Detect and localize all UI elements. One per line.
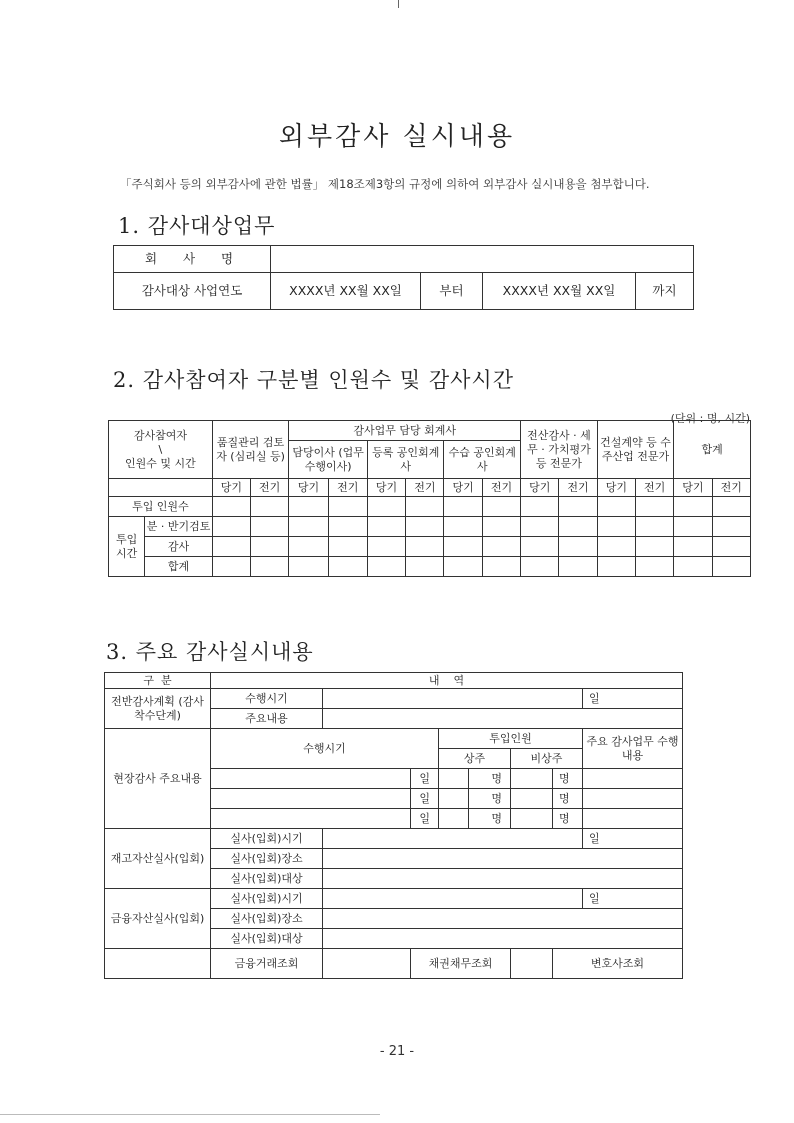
resident-header: 상주	[439, 749, 511, 769]
corner-blank	[109, 479, 213, 497]
fieldwork-day-label: 일	[411, 769, 439, 789]
fieldwork-person-label: 명	[469, 769, 511, 789]
to-label: 까지	[636, 273, 694, 310]
current-label: 당기	[444, 479, 482, 497]
fieldwork-label: 현장감사 주요내용	[105, 729, 211, 829]
corner-header-slash: \	[158, 442, 163, 456]
current-label: 당기	[674, 479, 712, 497]
sum-row-label: 합계	[145, 557, 213, 577]
fin-timing-label: 실사(입회)시기	[211, 889, 323, 909]
audit-target-table	[113, 245, 694, 310]
fieldwork-timing-header: 수행시기	[211, 729, 439, 769]
total-header: 합계	[674, 421, 751, 479]
fin-day-label: 일	[583, 889, 683, 909]
inventory-place-label: 실사(입회)장소	[211, 849, 323, 869]
section3-heading: 3. 주요 감사실시내용	[106, 640, 314, 664]
fieldwork-person-label: 명	[469, 789, 511, 809]
corner-header-top: 감사참여자	[133, 428, 187, 442]
current-label: 당기	[367, 479, 405, 497]
headcount-row-label: 투입 인원수	[109, 497, 213, 517]
fin-assets-label: 금융자산실사(입회)	[105, 889, 211, 949]
section1-heading: 1. 감사대상업무	[118, 214, 276, 238]
current-label: 당기	[289, 479, 328, 497]
fieldwork-day-label: 일	[411, 809, 439, 829]
it-specialist-header: 전산감사 · 세무 · 가치평가 등 전문가	[521, 421, 598, 479]
key-tasks-header: 주요 감사업무 수행내용	[583, 729, 683, 769]
hours-group-label: 투입 시간	[109, 517, 145, 577]
fieldwork-person-label: 명	[553, 809, 583, 829]
planning-timing-label: 수행시기	[211, 689, 323, 709]
fin-target-label: 실사(입회)대상	[211, 929, 323, 949]
period-end-date: XXXX년 XX월 XX일	[483, 273, 636, 310]
inventory-label: 재고자산실사(입회)	[105, 829, 211, 889]
lawyer-confirm-label: 변호사조회	[553, 949, 683, 979]
inventory-timing-label: 실사(입회)시기	[211, 829, 323, 849]
non-resident-header: 비상주	[511, 749, 583, 769]
company-name-value	[271, 246, 694, 273]
participants-hours-table	[108, 420, 751, 577]
engagement-group-header: 감사업무 담당 회계사	[289, 421, 521, 441]
period-start-date: XXXX년 XX월 XX일	[271, 273, 421, 310]
cpa-registered-header: 등록 공인회계사	[367, 441, 444, 479]
planning-label: 전반감사계획 (감사착수단계)	[105, 689, 211, 729]
current-label: 당기	[521, 479, 559, 497]
planning-content-value	[323, 709, 683, 729]
current-label: 당기	[597, 479, 635, 497]
section2-heading: 2. 감사참여자 구분별 인원수 및 감사시간	[113, 368, 514, 392]
previous-label: 전기	[712, 479, 750, 497]
quality-reviewer-header: 품질관리 검토자 (심리실 등)	[212, 421, 289, 479]
corner-header-bottom: 인원수 및 시간	[125, 456, 196, 470]
partner-header: 담당이사 (업무수행이사)	[289, 441, 368, 479]
from-label: 부터	[421, 273, 483, 310]
page-number: - 21 -	[379, 1044, 415, 1059]
audit-period-label: 감사대상 사업연도	[114, 273, 271, 310]
fieldwork-person-label: 명	[553, 789, 583, 809]
previous-label: 전기	[251, 479, 289, 497]
previous-label: 전기	[328, 479, 367, 497]
inventory-day-label: 일	[583, 829, 683, 849]
planning-day-label: 일	[583, 689, 683, 709]
top-crop-mark	[398, 0, 399, 8]
planning-content-label: 주요내용	[211, 709, 323, 729]
corner-header	[109, 421, 213, 479]
details-header: 내 역	[211, 673, 683, 689]
fin-place-label: 실사(입회)장소	[211, 909, 323, 929]
bottom-edge-line	[0, 1114, 380, 1115]
previous-label: 전기	[482, 479, 520, 497]
category-header: 구 분	[105, 673, 211, 689]
key-procedures-table	[104, 672, 683, 979]
unit-label: (단위 : 명, 시간)	[670, 412, 750, 425]
current-label: 당기	[212, 479, 250, 497]
previous-label: 전기	[406, 479, 444, 497]
company-name-label: 회 사 명	[114, 246, 271, 273]
previous-label: 전기	[559, 479, 597, 497]
quarter-review-row-label: 분 · 반기검토	[145, 517, 213, 537]
fieldwork-person-label: 명	[553, 769, 583, 789]
planning-timing-value	[323, 689, 583, 709]
audit-row-label: 감사	[145, 537, 213, 557]
previous-label: 전기	[635, 479, 673, 497]
construction-specialist-header: 건설계약 등 수주산업 전문가	[597, 421, 674, 479]
fieldwork-person-label: 명	[469, 809, 511, 829]
cpa-trainee-header: 수습 공인회계사	[444, 441, 521, 479]
fin-confirm-label: 금융거래조회	[211, 949, 323, 979]
staffing-header: 투입인원	[439, 729, 583, 749]
intro-text: 「주식회사 등의 외부감사에 관한 법률」 제18조제3항의 규정에 의하여 외부감사 실시내용을 첨부합니다.	[120, 177, 650, 191]
fieldwork-day-label: 일	[411, 789, 439, 809]
inventory-target-label: 실사(입회)대상	[211, 869, 323, 889]
document-title: 외부감사 실시내용	[278, 122, 516, 152]
receivable-confirm-label: 채권채무조회	[411, 949, 511, 979]
